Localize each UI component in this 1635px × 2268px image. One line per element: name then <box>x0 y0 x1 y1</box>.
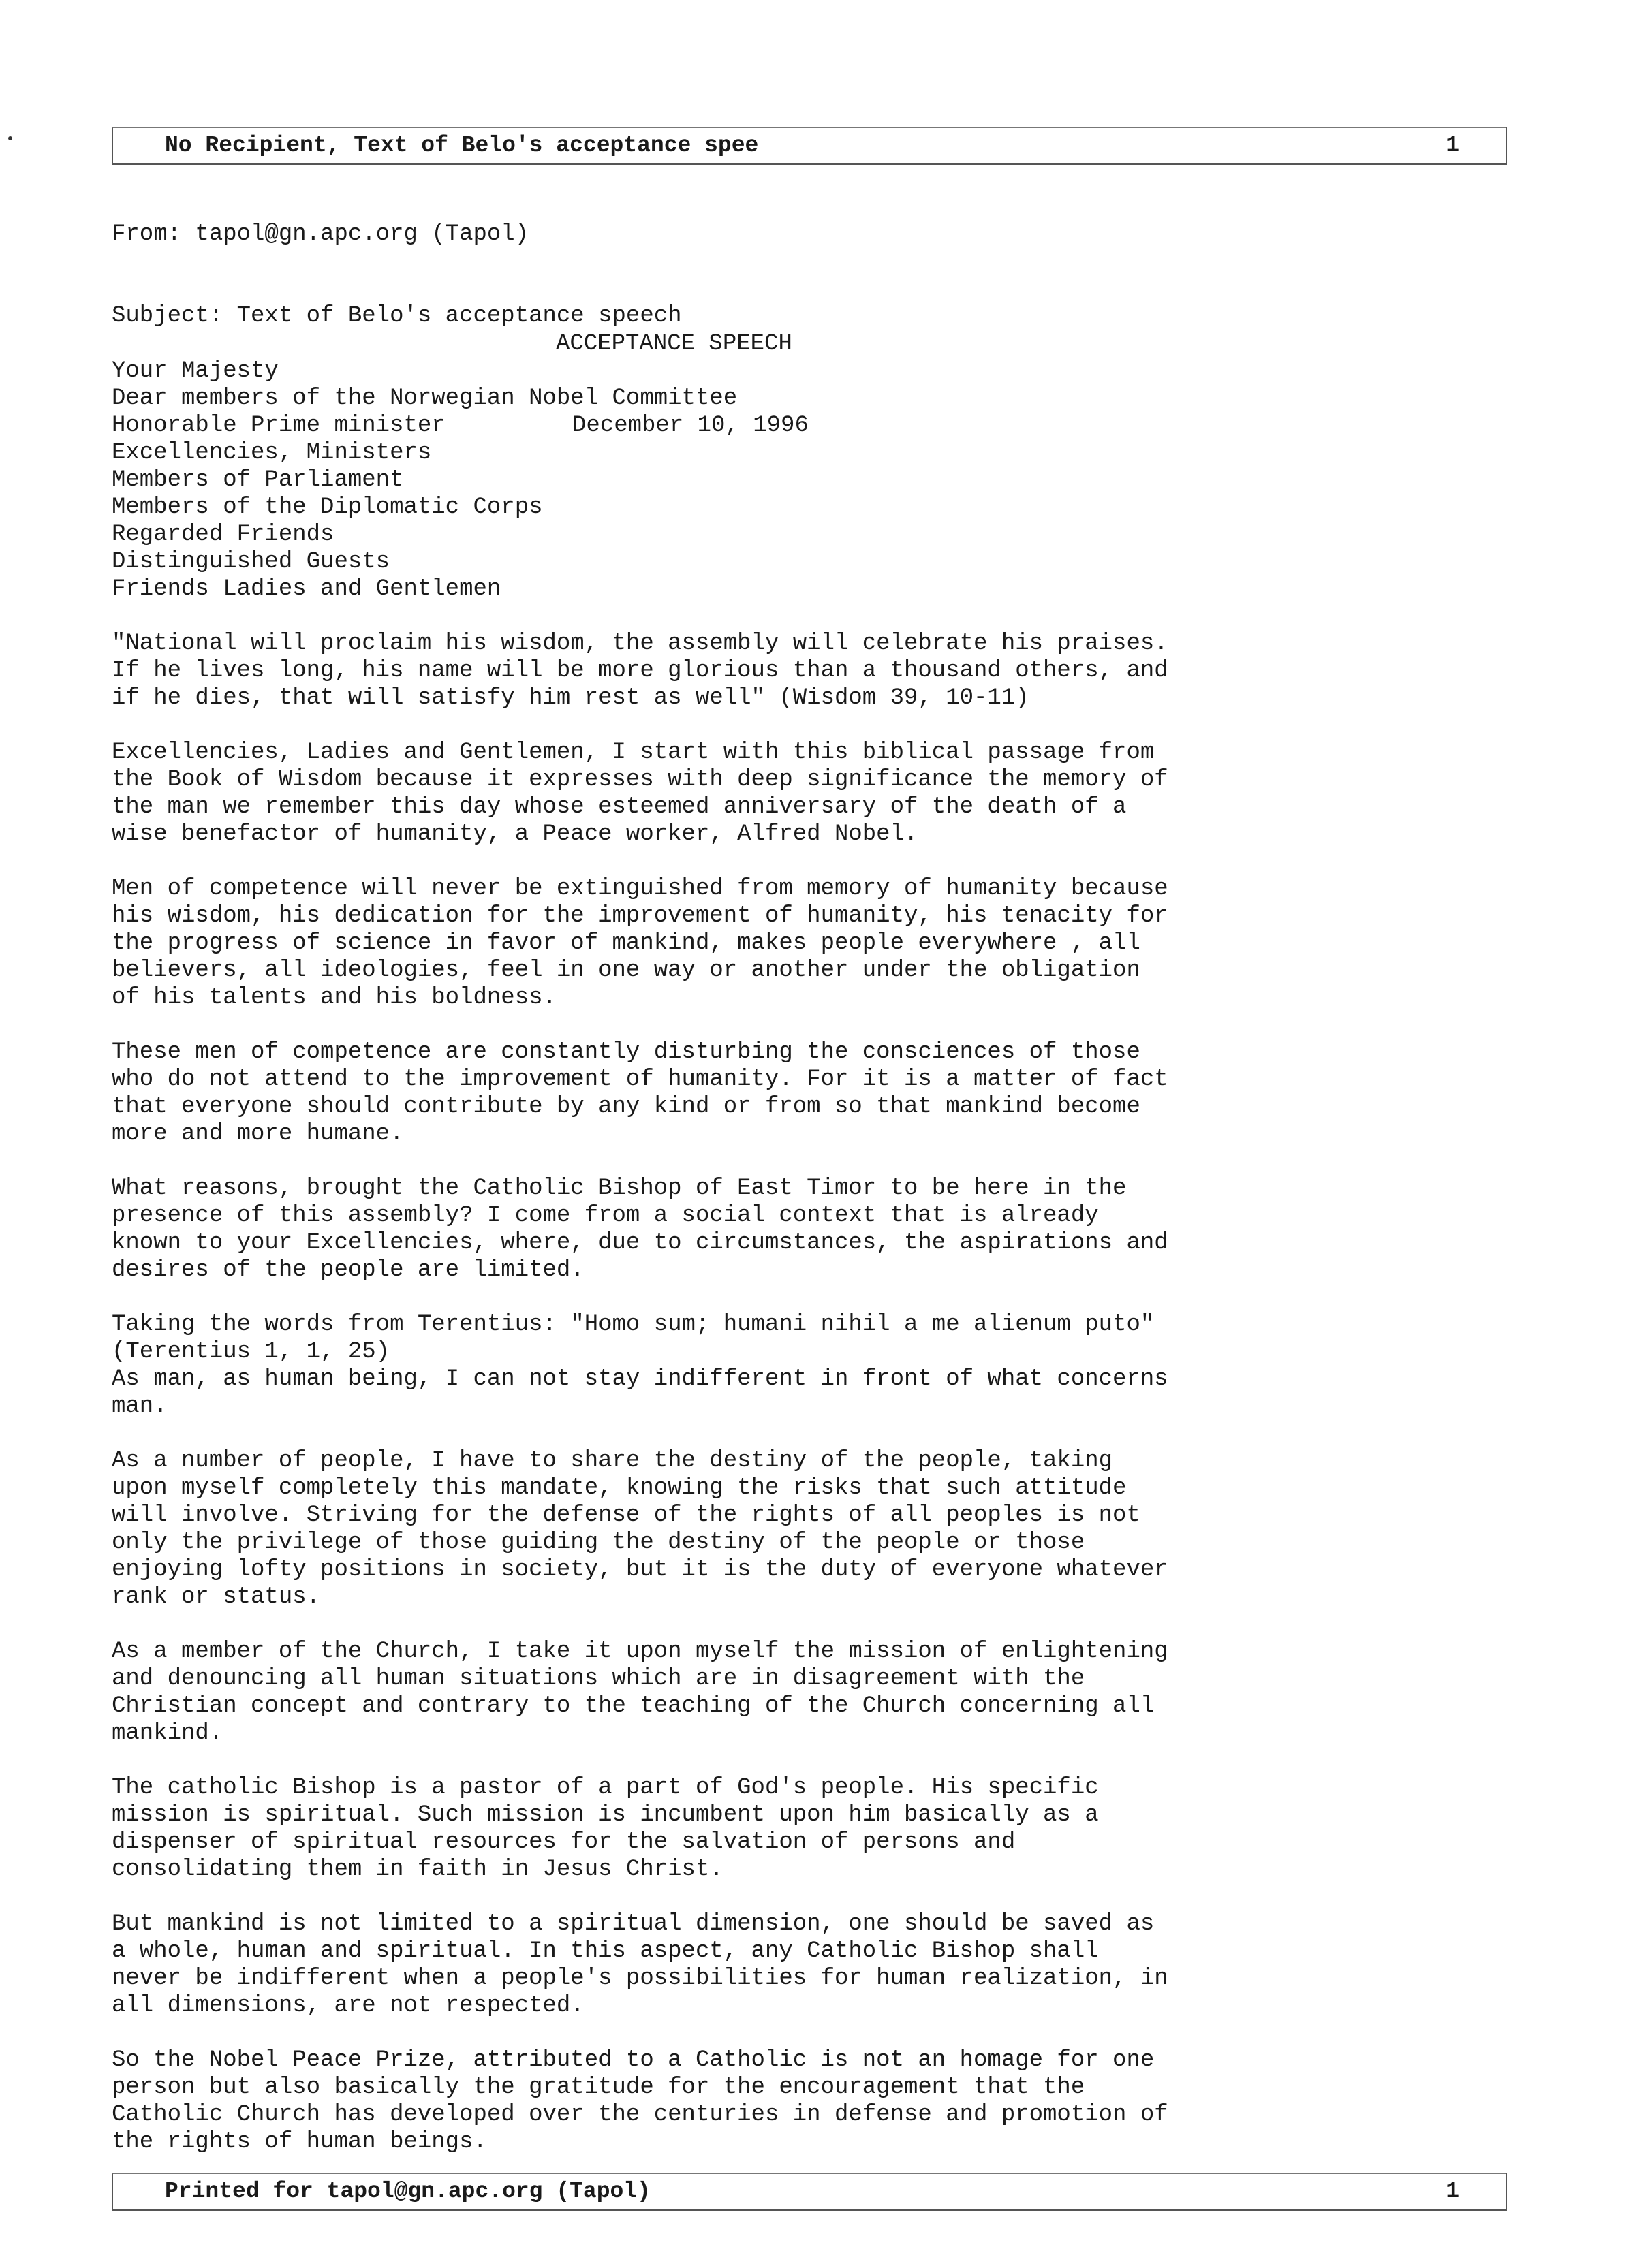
speech-body <box>112 358 1406 2183</box>
paragraph: So the Nobel Peace Prize, attributed to a Catholic is not an homage for one person but also basically the gratitude for the encouragement that the Catholic Church has developed over the centuries in defense and promotion of the rights of human beings. <box>112 2047 1168 2155</box>
paragraph: But mankind is not limited to a spiritual dimension, one should be saved as a whole, human and spiritual. In this aspect, any Catholic Bishop shall never be indifferent when a people's possibilities for human realization, in all dimensions, are not respected. <box>112 1911 1168 2019</box>
scan-speck <box>8 136 12 140</box>
paragraph-terentius-quote: Taking the words from Terentius: "Homo sum; humani nihil a me alienum puto" (Terentius 1, 1, 25) As man, as human being, I can not stay indifferent in front of what concerns man. <box>112 1312 1168 1419</box>
header-title: No Recipient, Text of Belo's acceptance spee <box>165 133 759 158</box>
paragraph: These men of competence are constantly disturbing the consciences of those who do not attend to the improvement of humanity. For it is a matter of fact that everyone should contribute by any kind or from so that mankind become more and more humane. <box>112 1039 1168 1147</box>
from-line: From: tapol@gn.apc.org (Tapol) <box>112 221 529 247</box>
speech-title: ACCEPTANCE SPEECH <box>556 331 792 357</box>
paragraph: What reasons, brought the Catholic Bishop of East Timor to be here in the presence of this assembly? I come from a social context that is already known to your Excellencies, where, due to circumstances, the aspirations and desires of the people are limited. <box>112 1176 1168 1283</box>
salutation-line: Distinguished Guests <box>112 549 390 575</box>
salutation-line: Honorable Prime minister <box>112 413 446 439</box>
footer-title: Printed for tapol@gn.apc.org (Tapol) <box>165 2179 651 2204</box>
paragraph-wisdom-quote: "National will proclaim his wisdom, the assembly will celebrate his praises. If he lives long, his name will be more glorious than a thousand others, and if he dies, that will satisfy him rest as well" (Wisdom 39, 10-11) <box>112 631 1168 711</box>
speech-date: December 10, 1996 <box>572 413 809 439</box>
salutation-list <box>112 358 1406 603</box>
paragraph: Excellencies, Ladies and Gentlemen, I start with this biblical passage from the Book of Wisdom because it expresses with deep significance the memory of the man we remember this day whose esteemed anniversary of the death of a wise benefactor of humanity, a Peace worker, Alfred Nobel. <box>112 740 1168 847</box>
footer-page-number: 1 <box>1446 2179 1459 2204</box>
salutation-line: Regarded Friends <box>112 522 334 548</box>
salutation-line: Dear members of the Norwegian Nobel Committee <box>112 385 738 411</box>
paragraph: As a number of people, I have to share the destiny of the people, taking upon myself completely this mandate, knowing the risks that such attitude will involve. Striving for the defense of the rights of all peoples is not only the privilege of those guiding the destiny of the people or those enjoying lofty positions in society, but it is the duty of everyone whatever rank or status. <box>112 1448 1168 1610</box>
salutation-line: Members of Parliament <box>112 467 404 493</box>
paragraph: Men of competence will never be extinguished from memory of humanity because his wisdom, his dedication for the improvement of humanity, his tenacity for the progress of science in favor of mankind, makes people everywhere , all believers, all ideologies, feel in one way or another under the obligation of his talents and his boldness. <box>112 876 1168 1011</box>
header-bar <box>112 127 1507 165</box>
subject-line: Subject: Text of Belo's acceptance speech <box>112 303 682 329</box>
salutation-line: Excellencies, Ministers <box>112 440 432 466</box>
header-page-number: 1 <box>1446 133 1459 158</box>
salutation-line: Your Majesty <box>112 358 279 384</box>
salutation-line: Friends Ladies and Gentlemen <box>112 576 501 602</box>
footer-bar <box>112 2173 1507 2211</box>
salutation-line: Members of the Diplomatic Corps <box>112 494 543 520</box>
paragraph: As a member of the Church, I take it upon myself the mission of enlightening and denouncing all human situations which are in disagreement with the Christian concept and contrary to the teaching of the Church concerning all mankind. <box>112 1639 1168 1746</box>
paragraph: The catholic Bishop is a pastor of a part of God's people. His specific mission is spiritual. Such mission is incumbent upon him basically as a dispenser of spiritual resources for the salvation of persons and consolidating them in faith in Jesus Christ. <box>112 1775 1099 1883</box>
